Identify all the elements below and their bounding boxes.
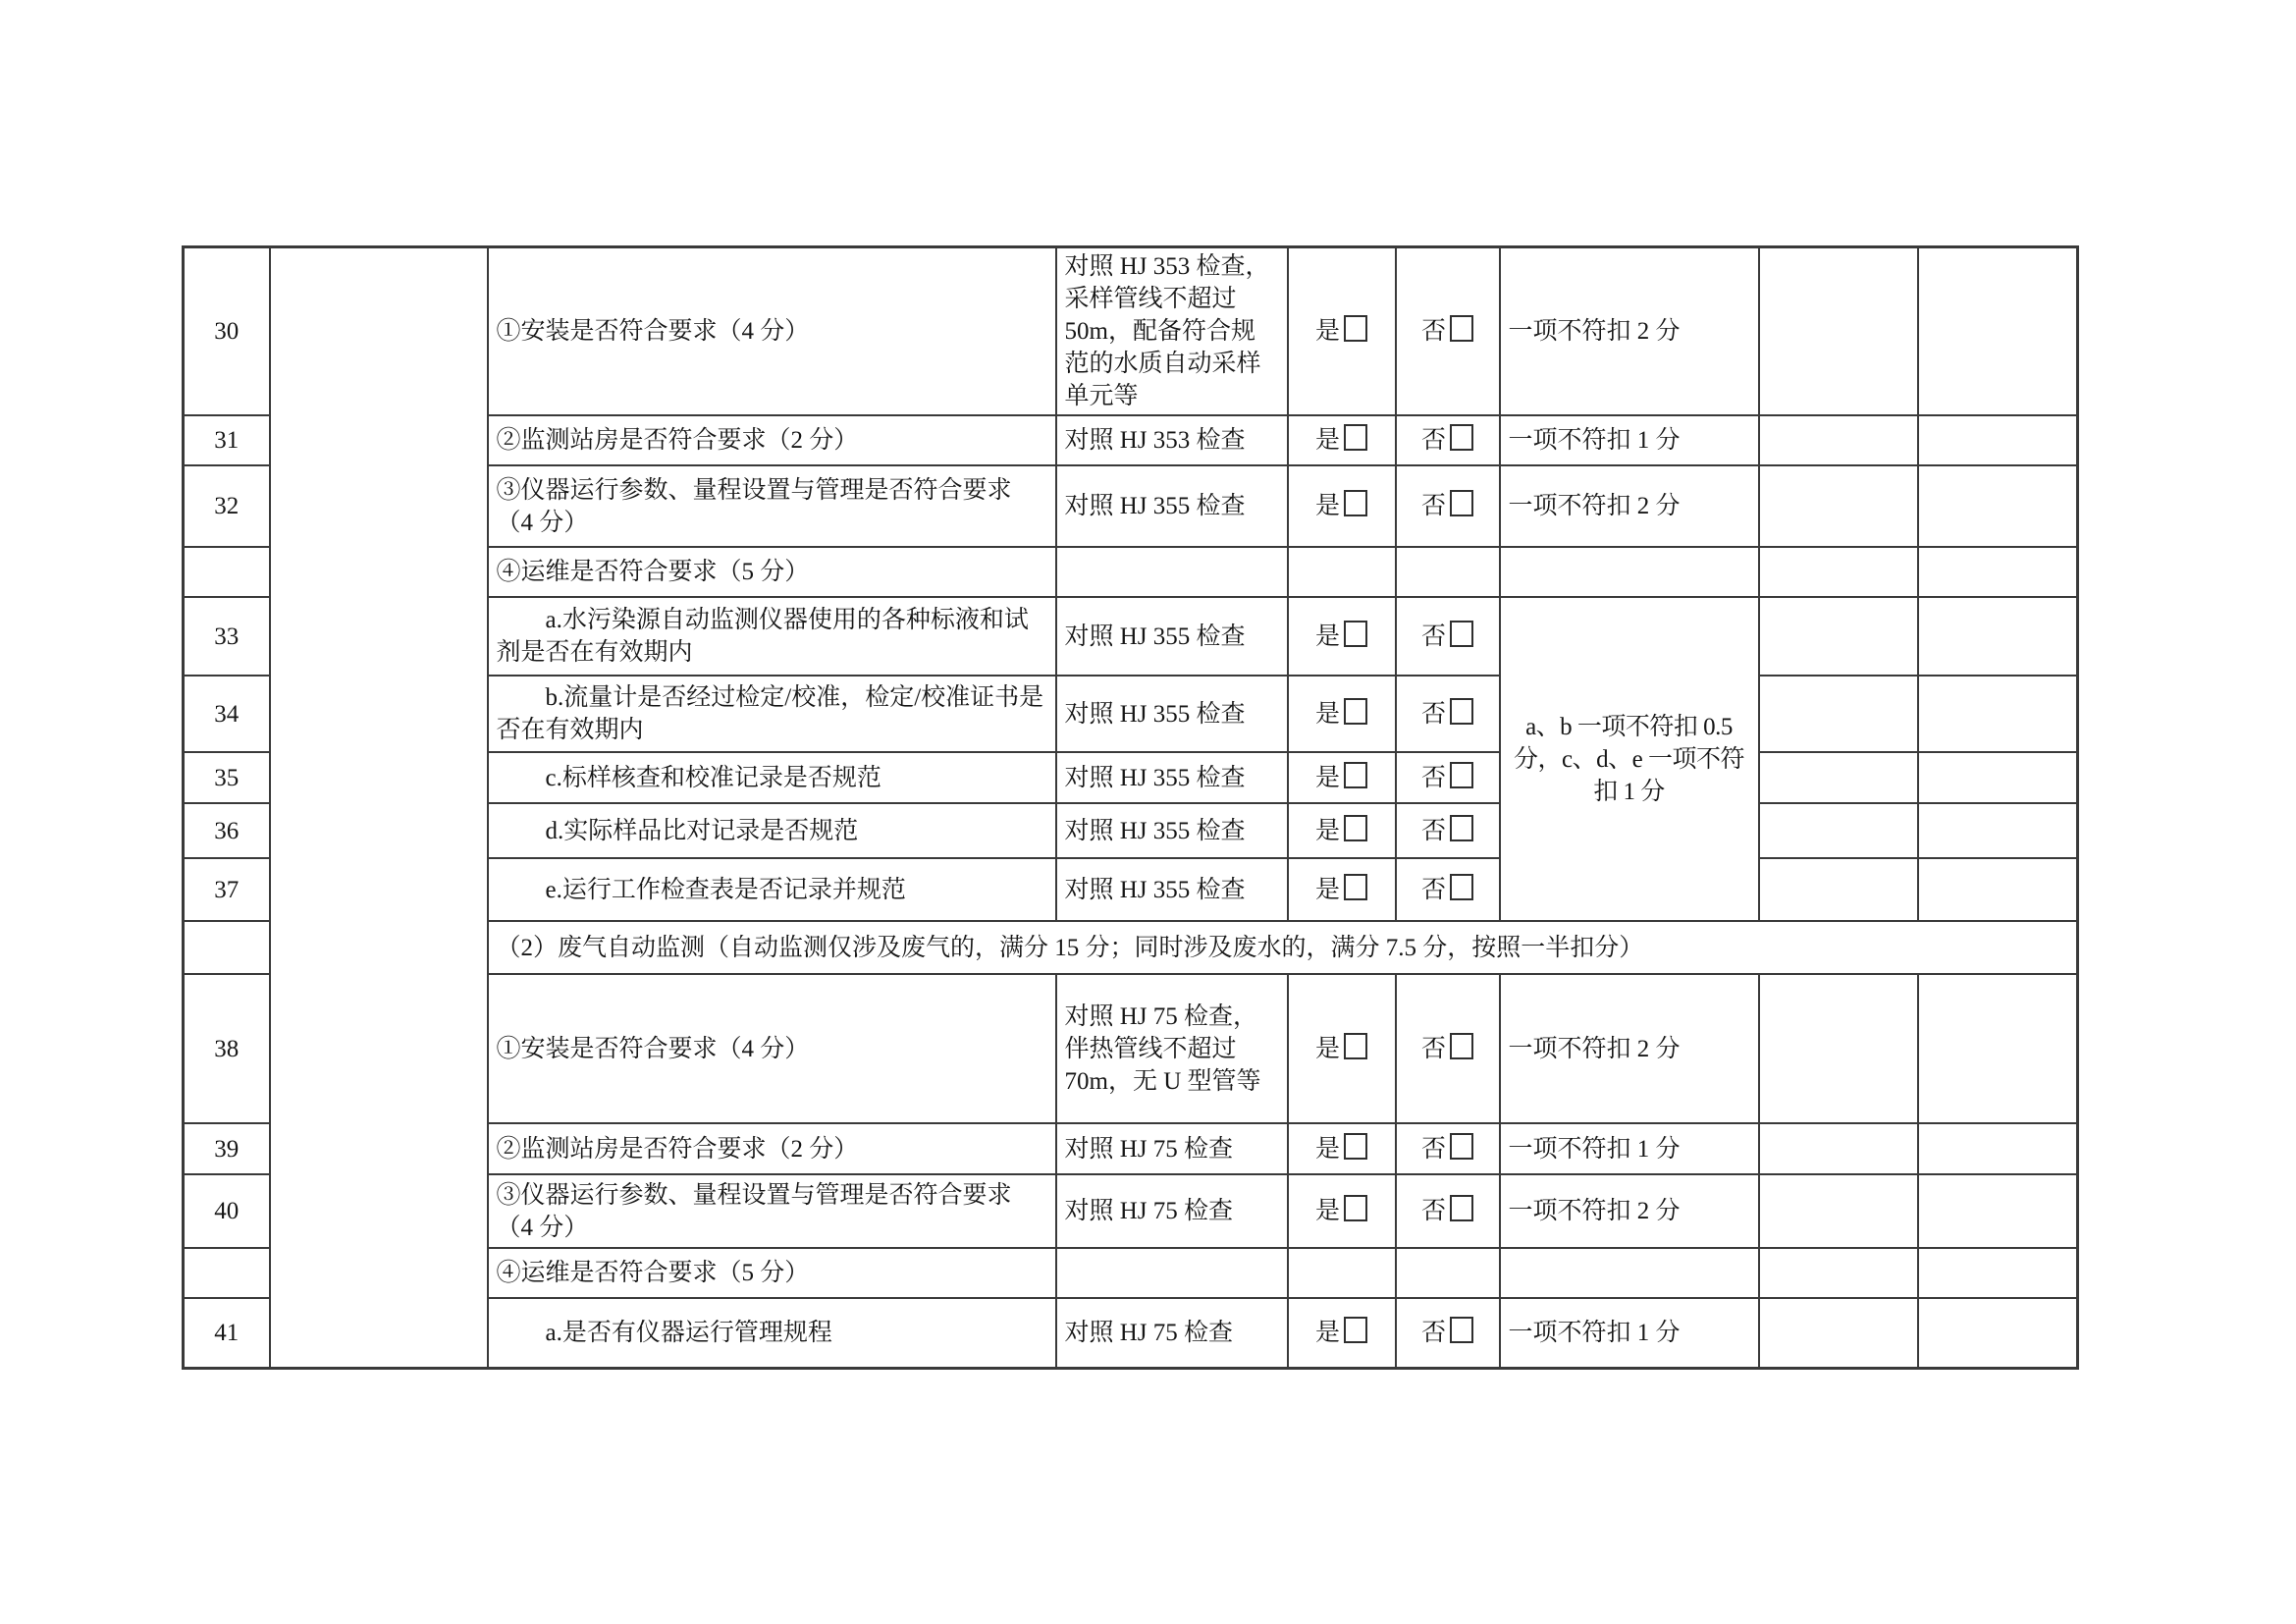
method-cell: 对照 HJ 353 检查，采样管线不超过 50m，配备符合规范的水质自动采样单元等 [1056,247,1288,416]
row-number-cell [184,1248,270,1298]
score-cell [1759,415,1918,465]
row-number-cell: 37 [184,858,270,921]
yes-cell [1288,597,1396,676]
no-cell [1396,1123,1500,1174]
deduction-cell [1500,547,1759,597]
yes-cell [1288,547,1396,597]
yes-checkbox-icon[interactable] [1344,698,1367,725]
no-checkbox-icon[interactable] [1450,1033,1473,1059]
item-cell: a.水污染源自动监测仪器使用的各种标液和试剂是否在有效期内 [488,597,1056,676]
item-cell: ②监测站房是否符合要求（2 分） [488,415,1056,465]
no-cell [1396,752,1500,803]
merged-deduction-cell: a、b 一项不符扣 0.5 分，c、d、e 一项不符扣 1 分 [1500,597,1759,921]
no-cell [1396,597,1500,676]
remark-cell [1918,597,2078,676]
item-cell: ③仪器运行参数、量程设置与管理是否符合要求（4 分） [488,1174,1056,1248]
yes-checkbox-icon[interactable] [1344,1133,1367,1160]
method-cell: 对照 HJ 75 检查 [1056,1123,1288,1174]
no-checkbox-icon[interactable] [1450,621,1473,647]
no-checkbox-icon[interactable] [1450,698,1473,725]
item-cell: ③仪器运行参数、量程设置与管理是否符合要求（4 分） [488,465,1056,547]
remark-cell [1918,803,2078,858]
remark-cell [1918,1123,2078,1174]
table-row [184,247,2078,416]
row-number-cell: 31 [184,415,270,465]
no-label: 否 [1420,1198,1446,1224]
remark-cell [1918,1298,2078,1368]
remark-cell [1918,547,2078,597]
item-cell: ④运维是否符合要求（5 分） [488,1248,1056,1298]
no-checkbox-icon[interactable] [1450,424,1473,451]
row-number-cell [184,921,270,974]
no-checkbox-icon[interactable] [1450,315,1473,342]
method-cell: 对照 HJ 75 检查 [1056,1174,1288,1248]
yes-checkbox-icon[interactable] [1344,815,1367,841]
method-cell: 对照 HJ 355 检查 [1056,858,1288,921]
yes-cell [1288,1298,1396,1368]
yes-cell [1288,803,1396,858]
item-cell: a.是否有仪器运行管理规程 [488,1298,1056,1368]
yes-label: 是 [1314,493,1340,519]
no-cell [1396,676,1500,752]
score-cell [1759,597,1918,676]
deduction-cell: 一项不符扣 2 分 [1500,974,1759,1123]
yes-label: 是 [1314,1035,1340,1062]
yes-label: 是 [1314,700,1340,728]
yes-checkbox-icon[interactable] [1344,1033,1367,1059]
method-cell: 对照 HJ 75 检查，伴热管线不超过 70m，无 U 型管等 [1056,974,1288,1123]
yes-cell [1288,752,1396,803]
yes-cell [1288,974,1396,1123]
yes-label: 是 [1314,1198,1340,1224]
score-cell [1759,1248,1918,1298]
no-label: 否 [1420,817,1446,844]
row-number-cell: 38 [184,974,270,1123]
yes-cell [1288,1174,1396,1248]
method-cell: 对照 HJ 355 检查 [1056,676,1288,752]
item-cell: ①安装是否符合要求（4 分） [488,247,1056,416]
method-cell: 对照 HJ 355 检查 [1056,803,1288,858]
no-cell [1396,858,1500,921]
score-cell [1759,1123,1918,1174]
yes-label: 是 [1314,318,1340,345]
no-label: 否 [1420,1135,1446,1163]
yes-cell [1288,415,1396,465]
method-cell: 对照 HJ 353 检查 [1056,415,1288,465]
no-label: 否 [1420,700,1446,728]
score-cell [1759,974,1918,1123]
yes-cell [1288,676,1396,752]
category-cell [270,247,488,1369]
item-cell: e.运行工作检查表是否记录并规范 [488,858,1056,921]
no-label: 否 [1420,623,1446,650]
deduction-cell: 一项不符扣 1 分 [1500,415,1759,465]
method-cell [1056,547,1288,597]
row-number-cell: 40 [184,1174,270,1248]
no-label: 否 [1420,876,1446,903]
no-checkbox-icon[interactable] [1450,762,1473,788]
yes-checkbox-icon[interactable] [1344,874,1367,900]
yes-label: 是 [1314,764,1340,791]
remark-cell [1918,752,2078,803]
item-cell: ①安装是否符合要求（4 分） [488,974,1056,1123]
no-label: 否 [1420,493,1446,519]
remark-cell [1918,1248,2078,1298]
score-cell [1759,547,1918,597]
row-number-cell: 30 [184,247,270,416]
method-cell: 对照 HJ 355 检查 [1056,597,1288,676]
score-cell [1759,803,1918,858]
remark-cell [1918,974,2078,1123]
item-cell: ④运维是否符合要求（5 分） [488,547,1056,597]
score-cell [1759,676,1918,752]
item-cell: c.标样核查和校准记录是否规范 [488,752,1056,803]
deduction-cell: 一项不符扣 1 分 [1500,1123,1759,1174]
no-label: 否 [1420,1035,1446,1062]
method-cell: 对照 HJ 355 检查 [1056,752,1288,803]
method-cell: 对照 HJ 75 检查 [1056,1298,1288,1368]
yes-cell [1288,1123,1396,1174]
score-cell [1759,1298,1918,1368]
row-number-cell: 41 [184,1298,270,1368]
yes-cell [1288,1248,1396,1298]
row-number-cell: 39 [184,1123,270,1174]
deduction-cell [1500,1248,1759,1298]
row-number-cell: 34 [184,676,270,752]
yes-cell [1288,858,1396,921]
inspection-table [182,245,2079,1370]
yes-cell [1288,465,1396,547]
yes-checkbox-icon[interactable] [1344,1317,1367,1343]
remark-cell [1918,465,2078,547]
row-number-cell: 35 [184,752,270,803]
no-cell [1396,415,1500,465]
section-header-cell: （2）废气自动监测（自动监测仅涉及废气的，满分 15 分；同时涉及废水的，满分 7.5 分，按照一半扣分） [488,921,2078,974]
no-cell [1396,1298,1500,1368]
no-cell [1396,974,1500,1123]
yes-checkbox-icon[interactable] [1344,490,1367,516]
yes-label: 是 [1314,817,1340,844]
no-label: 否 [1420,427,1446,454]
item-cell: d.实际样品比对记录是否规范 [488,803,1056,858]
row-number-cell: 32 [184,465,270,547]
yes-checkbox-icon[interactable] [1344,424,1367,451]
deduction-cell: 一项不符扣 2 分 [1500,465,1759,547]
yes-cell [1288,247,1396,416]
no-checkbox-icon[interactable] [1450,490,1473,516]
score-cell [1759,465,1918,547]
score-cell [1759,1174,1918,1248]
deduction-cell: 一项不符扣 2 分 [1500,1174,1759,1248]
yes-checkbox-icon[interactable] [1344,762,1367,788]
score-cell [1759,858,1918,921]
row-number-cell [184,547,270,597]
remark-cell [1918,676,2078,752]
yes-checkbox-icon[interactable] [1344,1195,1367,1221]
yes-checkbox-icon[interactable] [1344,621,1367,647]
no-cell [1396,247,1500,416]
item-cell: ②监测站房是否符合要求（2 分） [488,1123,1056,1174]
score-cell [1759,752,1918,803]
yes-label: 是 [1314,876,1340,903]
row-number-cell: 33 [184,597,270,676]
yes-checkbox-icon[interactable] [1344,315,1367,342]
no-cell [1396,1174,1500,1248]
no-checkbox-icon[interactable] [1450,1317,1473,1343]
method-cell: 对照 HJ 355 检查 [1056,465,1288,547]
no-checkbox-icon[interactable] [1450,1133,1473,1160]
no-cell [1396,803,1500,858]
score-cell [1759,247,1918,416]
item-cell: b.流量计是否经过检定/校准，检定/校准证书是否在有效期内 [488,676,1056,752]
no-cell [1396,465,1500,547]
no-cell [1396,547,1500,597]
no-label: 否 [1420,1319,1446,1346]
deduction-cell: 一项不符扣 2 分 [1500,247,1759,416]
yes-label: 是 [1314,1319,1340,1346]
remark-cell [1918,858,2078,921]
no-checkbox-icon[interactable] [1450,815,1473,841]
method-cell [1056,1248,1288,1298]
no-checkbox-icon[interactable] [1450,1195,1473,1221]
yes-label: 是 [1314,1135,1340,1163]
yes-label: 是 [1314,623,1340,650]
no-label: 否 [1420,764,1446,791]
no-label: 否 [1420,318,1446,345]
no-cell [1396,1248,1500,1298]
remark-cell [1918,415,2078,465]
row-number-cell: 36 [184,803,270,858]
yes-label: 是 [1314,427,1340,454]
no-checkbox-icon[interactable] [1450,874,1473,900]
remark-cell [1918,1174,2078,1248]
remark-cell [1918,247,2078,416]
deduction-cell: 一项不符扣 1 分 [1500,1298,1759,1368]
